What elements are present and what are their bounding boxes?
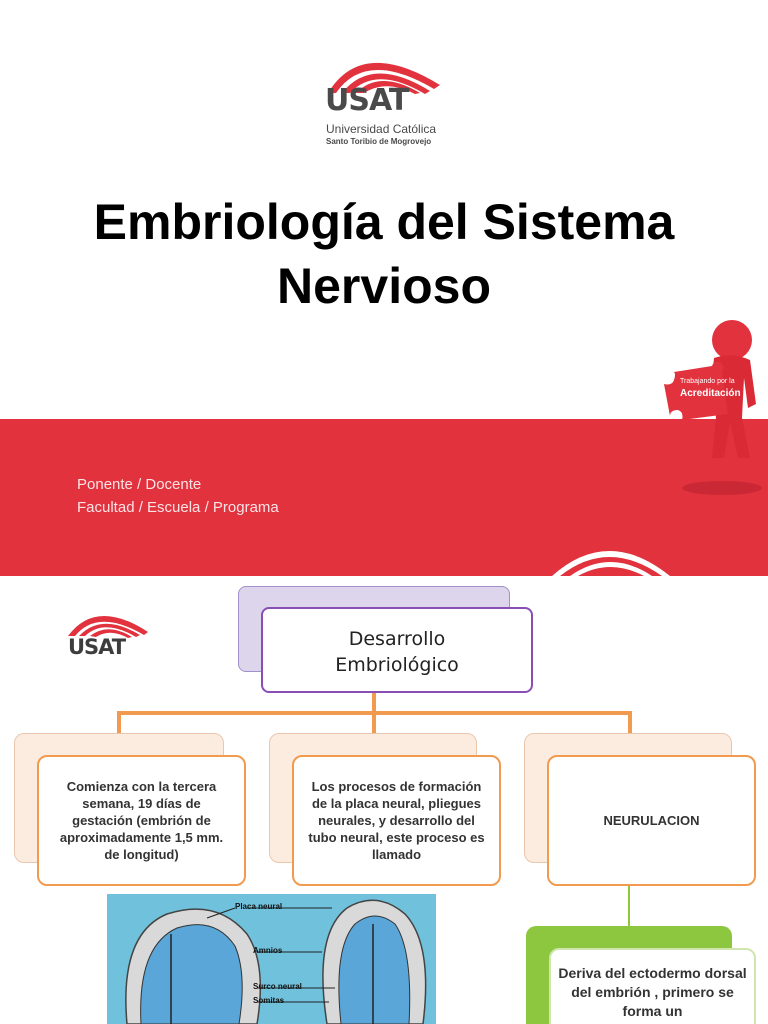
header-line-2: Embriológico [335, 654, 459, 676]
presenter-label: Ponente / Docente [77, 476, 202, 493]
usat-logo [322, 45, 452, 150]
label-amnios: Amnios [253, 946, 283, 955]
badge-big-text: Acreditación [680, 388, 741, 399]
logo-small-text: USAT [68, 635, 126, 659]
logo-subtitle: Santo Toribio de Mogrovejo [326, 137, 432, 146]
logo-university: Universidad Católica [326, 122, 437, 136]
middle-box: Los procesos de formación de la placa neural, pliegues neurales, y desarrollo del tubo neural, este proceso es llamado [292, 755, 501, 886]
title-line-1: Embriología del Sistema [93, 194, 675, 250]
content-slide [0, 576, 768, 1024]
title-line-2: Nervioso [277, 258, 491, 314]
header-box [261, 607, 533, 693]
logo-text: USAT [325, 83, 409, 118]
header-line-1: Desarrollo [348, 628, 446, 650]
slide-title [0, 190, 768, 318]
badge-small-text: Trabajando por la [680, 378, 735, 385]
accreditation-mascot [652, 318, 768, 498]
label-surco-neural: Surco neural [253, 982, 302, 991]
right-box: NEURULACION [547, 755, 756, 886]
green-box: Deriva del ectodermo dorsal del embrión , primero se forma un [549, 948, 756, 1024]
puzzle-figure-icon [652, 318, 768, 498]
left-box: Comienza con la tercera semana, 19 días de gestación (embrión de aproximadamente 1,5 mm. de longitud) [37, 755, 246, 886]
embryo-figure [107, 894, 436, 1024]
decorative-arc-icon [548, 536, 678, 576]
label-somitas: Somitas [253, 996, 285, 1005]
label-placa-neural: Placa neural [235, 902, 283, 911]
faculty-label: Facultad / Escuela / Programa [77, 499, 279, 516]
